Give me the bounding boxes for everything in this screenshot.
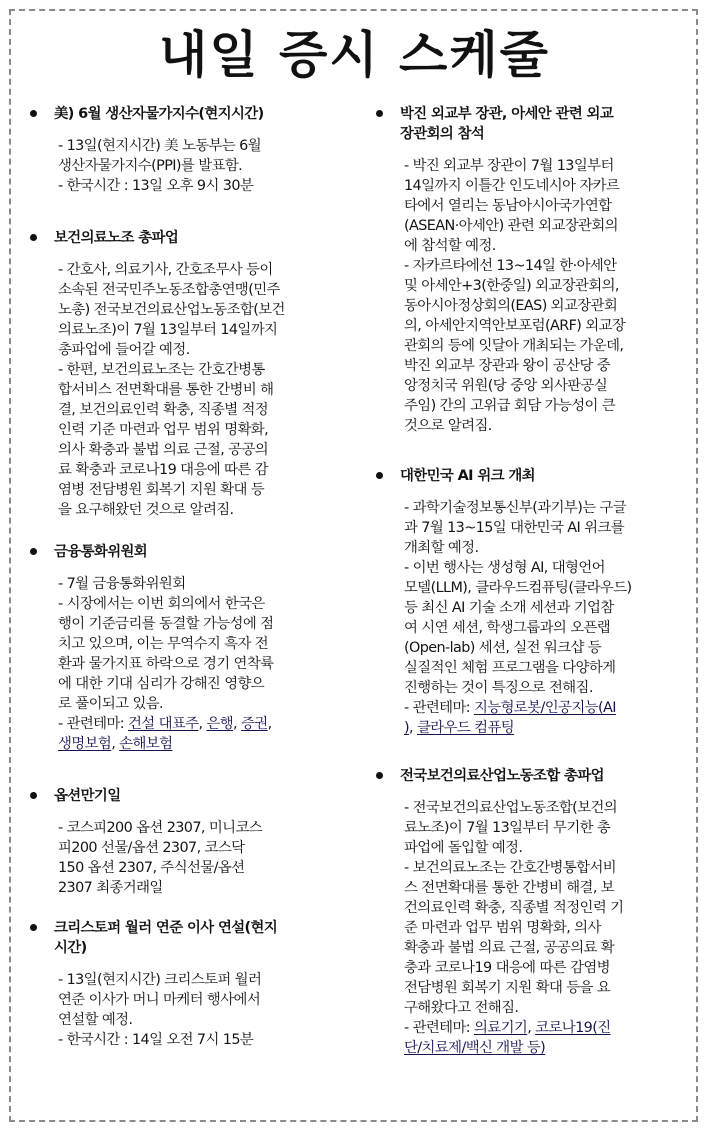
- section-heading: 금융통화위원회: [24, 542, 346, 562]
- related-theme-line: - 관련테마: 지능형로봇/인공지능(AI: [404, 700, 616, 716]
- theme-link-nonlife-insurance[interactable]: 손해보험: [119, 736, 173, 752]
- bullet-icon: [30, 234, 37, 241]
- section-body: - 13일(현지시간) 크리스토퍼 월러 연준 이사가 머니 마케터 행사에서 연설할 예정. - 한국시간 : 14일 오전 7시 15분: [58, 972, 262, 1048]
- section-body: - 박진 외교부 장관이 7월 13일부터 14일까지 이틀간 인도네시아 자카르 타에서 열리는 동남아시아국가연합 (ASEAN·아세안) 관련 외교장관회의 에 참석할 예정. - 자카르타에선 13~14일 한·아세안 및 아세안+3(한중일) 외교장관회의, 동아시아정상회의(EAS) 외교장관회 의, 아세안지역안보포럼(ARF) 외교장 관회의 등에 잇달아 개최되는 가운데, 박진 외교부 장관과 왕이 공산당 중 앙정치국 위원(당 중앙 외사판공실 주임) 간의 고위급 회담 가능성이 큰 것으로 알려짐.: [404, 158, 626, 434]
- section-heading: 박진 외교부 장관, 아세안 관련 외교 장관회의 참석: [370, 104, 690, 144]
- theme-link-construction[interactable]: 건설 대표주: [128, 716, 199, 732]
- theme-link-cloud[interactable]: 클라우드 컴퓨팅: [416, 720, 515, 736]
- section-health-strike: [24, 228, 346, 520]
- theme-link-ai-robot[interactable]: 지능형로봇/인공지능(AI: [474, 700, 616, 716]
- section-heading: 전국보건의료산업노동조합 총파업: [370, 766, 690, 786]
- section-body: - 전국보건의료산업노동조합(보건의 료노조)이 7월 13일부터 무기한 총 파업에 돌입할 예정. - 보건의료노조는 간호간병통합서비 스 전면확대를 통한 간병비 해결, 보 건의료인력 확충, 직종별 적정인력 기 준 마련과 업무 범위 명확화, 의사 확충과 불법 의료 근절, 공공의료 확 충과 코로나19 대응에 따른 감염병 전담병원 회복기 지원 확대 등을 요 구해왔다고 전해짐. - 관련테마: 의료기기, 코로나19(진 단/치료제/백신 개발 등): [370, 798, 690, 1058]
- related-theme-line: 단/치료제/백신 개발 등): [404, 1040, 546, 1056]
- section-heading: 크리스토퍼 월러 연준 이사 연설(현지 시간): [24, 918, 346, 958]
- section-body: - 과학기술정보통신부(과기부)는 구글 과 7월 13~15일 대한민국 AI 위크를 개최할 예정. - 이번 행사는 생성형 AI, 대형언어 모델(LLM), 클라우드컴퓨팅(클라우드) 등 최신 AI 기술 소개 세션과 기업참 여 시연 세션, 학생그룹과의 오픈랩 (Open-lab) 세션, 실전 워크샵 등 실질적인 체험 프로그램을 다양하게 진행하는 것이 특징으로 전해짐. - 관련테마: 지능형로봇/인공지능(AI ), 클라우드 컴퓨팅: [370, 498, 690, 738]
- section-options-expiry: [24, 786, 346, 898]
- section-body: - 코스피200 옵션 2307, 미니코스 피200 선물/옵션 2307, 코스닥 150 옵션 2307, 주식선물/옵션 2307 최종거래일: [58, 820, 263, 896]
- theme-link-life-insurance[interactable]: 생명보험: [58, 736, 112, 752]
- section-heading: 대한민국 AI 위크 개최: [370, 466, 690, 486]
- section-body: - 간호사, 의료기사, 간호조무사 등이 소속된 전국민주노동조합총연맹(민주 노총) 전국보건의료산업노동조합(보건 의료노조)이 7월 13일부터 14일까지 총파업에 들어갈 예정. - 한편, 보건의료노조는 간호간병통 합서비스 전면확대를 통한 간병비 해 결, 보건의료인력 확충, 직종별 적정 인력 기준 마련과 업무 범위 명확화, 의사 확충과 불법 의료 근절, 공공의 료 확충과 코로나19 대응에 따른 감 염병 전담병원 회복기 지원 확대 등 을 요구해왔던 것으로 알려짐.: [58, 262, 285, 518]
- bullet-icon: [30, 792, 37, 799]
- section-monetary-committee: [24, 542, 346, 754]
- section-waller-speech: [24, 918, 346, 1050]
- section-heading: 옵션만기일: [24, 786, 346, 806]
- theme-link-securities[interactable]: 증권: [241, 716, 268, 732]
- bullet-icon: [376, 110, 383, 117]
- related-theme-line: - 관련테마: 건설 대표주, 은행, 증권,: [58, 716, 272, 732]
- bullet-icon: [376, 472, 383, 479]
- theme-link-covid19[interactable]: 코로나19(진: [535, 1020, 611, 1036]
- bullet-icon: [376, 772, 383, 779]
- theme-link-medical-devices[interactable]: 의료기기: [474, 1020, 528, 1036]
- section-body: - 13일(현지시간) 美 노동부는 6월 생산자물가지수(PPI)를 발표함. - 한국시간 : 13일 오후 9시 30분: [58, 138, 261, 194]
- section-ai-week: [370, 466, 690, 738]
- bullet-icon: [30, 110, 37, 117]
- section-heading: 보건의료노조 총파업: [24, 228, 346, 248]
- section-heading: 美) 6월 생산자물가지수(현지시간): [24, 104, 346, 124]
- bullet-icon: [30, 924, 37, 931]
- page-title: 내일 증시 스케줄: [159, 26, 550, 84]
- related-theme-line: - 관련테마: 의료기기, 코로나19(진: [404, 1020, 611, 1036]
- section-ppi: [24, 104, 346, 196]
- section-body: - 7월 금융통화위원회 - 시장에서는 이번 회의에서 한국은 행이 기준금리를 동결할 가능성에 점 치고 있으며, 이는 무역수지 흑자 전 환과 물가지표 하락으로 경기 연착륙 에 대한 기대 심리가 강해진 영향으 로 풀이되고 있음. - 관련테마: 건설 대표주, 은행, 증권, 생명보험, 손해보험: [24, 574, 346, 754]
- section-asean-meeting: [370, 104, 690, 436]
- bullet-icon: [30, 548, 37, 555]
- section-health-union-strike: [370, 766, 690, 1058]
- related-theme-line: 생명보험, 손해보험: [58, 736, 173, 752]
- related-theme-line: ), 클라우드 컴퓨팅: [404, 720, 515, 736]
- theme-link-bank[interactable]: 은행: [206, 716, 234, 732]
